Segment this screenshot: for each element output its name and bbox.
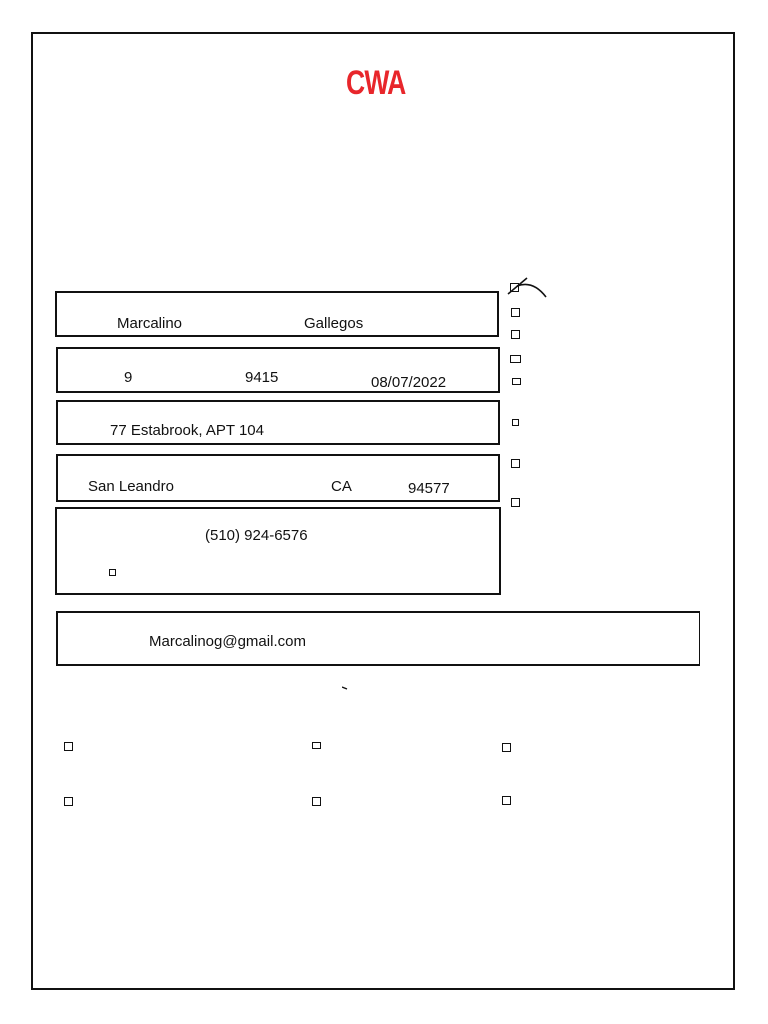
grid-checkbox-3[interactable]: [502, 743, 511, 752]
city-value: San Leandro: [88, 478, 174, 495]
stray-mark: [342, 686, 348, 690]
email-value: Marcalinog@gmail.com: [149, 633, 306, 650]
info-field-1-value: 9: [124, 369, 133, 386]
checkmark-icon: [505, 272, 549, 300]
option-checkbox-4[interactable]: [510, 355, 521, 363]
option-checkbox-2[interactable]: [511, 308, 520, 317]
option-checkbox-7[interactable]: [511, 459, 520, 468]
option-checkbox-8[interactable]: [511, 498, 520, 507]
option-checkbox-5[interactable]: [512, 378, 521, 385]
phone-value: (510) 924-6576: [205, 527, 308, 544]
info-field-2-value: 9415: [245, 369, 279, 386]
option-checkbox-6[interactable]: [512, 419, 519, 426]
grid-checkbox-4[interactable]: [64, 797, 73, 806]
grid-checkbox-1[interactable]: [64, 742, 73, 751]
zip-value: 94577: [408, 480, 450, 497]
street-address-value: 77 Estabrook, APT 104: [110, 422, 264, 439]
grid-checkbox-6[interactable]: [502, 796, 511, 805]
cwa-logo: CWA: [346, 64, 406, 102]
last-name-value: Gallegos: [304, 315, 364, 332]
first-name-value: Marcalino: [117, 315, 183, 332]
state-value: CA: [331, 478, 352, 495]
phone-box[interactable]: [55, 507, 501, 595]
grid-checkbox-5[interactable]: [312, 797, 321, 806]
phone-checkbox[interactable]: [109, 569, 116, 576]
grid-checkbox-2[interactable]: [312, 742, 321, 749]
date-value: 08/07/2022: [371, 374, 447, 391]
option-checkbox-3[interactable]: [511, 330, 520, 339]
